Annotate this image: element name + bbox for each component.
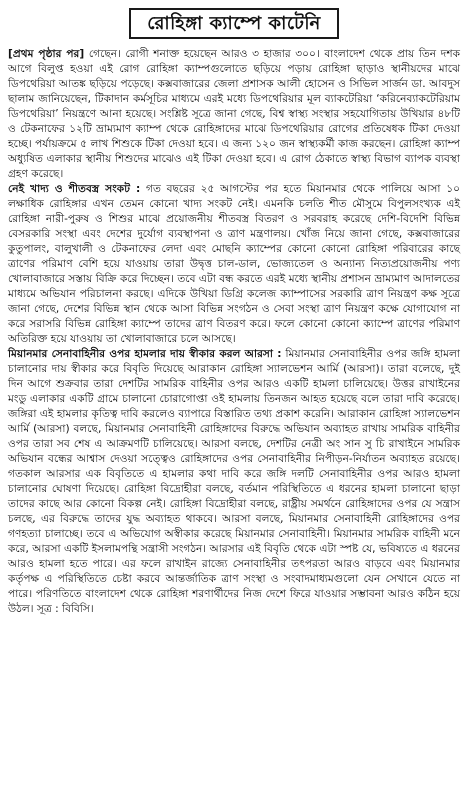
paragraph-text: মিয়ানমার সেনাবাহিনীর ওপর জঙ্গি হামলা চালানোর দায় স্বীকার করে বিবৃতি দিয়েছে আরাকান রোহিঙ্গা স্যালভেশন আর্মি (আরসা)। তারা বলেছে, দুই দিন আগে শুক্রবার তারা দেশটির সামরিক বাহিনীর ওপর আরও একটি হামলা চালিয়েছে। উত্তর রাখাইনের মংডু এলাকার একটি গ্রামে চালানো চোরাগোপ্তা ওই হামলায় তিনজন আহত হয়েছে বলে তারা দাবি করেছে। জঙ্গিরা এই হামলার কৃতিত্ব দাবি করলেও ব্যাপারে বিস্তারিত তথ্য প্রকাশ করেনি। আরাকান রোহিঙ্গা স্যালভেশন আর্মি (আরসা) বলছে, মিয়ানমার সেনাবাহিনী রোহিঙ্গাদের বিরুদ্ধে অভিযান অব্যাহত রাখায় সামরিক বাহিনীর ওপর তারা সব শেষ এ আক্রমণটি চালিয়েছে। আরসা বলছে, দেশটির নেত্রী অং সান সু চি রাখাইনে সামরিক অভিযান বন্ধের আশ্বাস দেওয়া সত্ত্বেও রোহিঙ্গাদের ওপর সেনাবাহিনীর নিপীড়ন-নির্যাতন অব্যাহত রয়েছে। গতকাল আরসার এক বিবৃতিতে এ হামলার কথা দাবি করে জঙ্গি দলটি সেনাবাহিনীর ওপর আরও হামলা চালানোর ঘোষণা দিয়েছে। রোহিঙ্গা বিদ্রোহীরা বলছে, বর্তমান পরিস্থিতিতে এ ধরনের হামলা চালানো ছাড়া তাদের কাছে আর কোনো বিকল্প নেই। রোহিঙ্গা বিদ্রোহীরা বলছে, রাষ্ট্রীয় সমর্থনে রোহিঙ্গাদের ওপর যে সন্ত্রাস চলছে, এর বিরুদ্ধে তাদের যুদ্ধ অব্যাহত থাকবে। আরসা বলছে, মিয়ানমার সেনাবাহিনী রোহিঙ্গাদের ওপর গণহত্যা চালাচ্ছে। তবে এ অভিযোগ অস্বীকার করেছে মিয়ানমার সেনাবাহিনী। মিয়ানমার সামরিক বাহিনী মনে করে, আরসা একটি ইসলামপন্থি সন্ত্রাসী সংগঠন। আরসার এই বিবৃতি থেকে এটা স্পষ্ট যে, ভবিষ্যতে এ ধরনের আরও হামলা হতে পারে। এর ফলে রাখাইন রাজ্যে সেনাবাহিনীর তৎপরতা আরও বাড়বে এবং মিয়ানমার কর্তৃপক্ষ এ পরিস্থিতিতে চেষ্টা করবে আন্তর্জাতিক ত্রাণ সংস্থা ও সংবাদমাধ্যমগুলো যেন সেখানে যেতে না পারে। পরিণতিতে বাংলাদেশ থেকে রোহিঙ্গা শরণার্থীদের নিজ দেশে ফিরে যাওয়ার সম্ভাবনা আরও কঠিন হয়ে উঠল। সূত্র : বিবিসি। [8,348,460,615]
subheading-food-winter: নেই খাদ্য ও শীতবস্ত্র সংকট : [8,183,141,195]
subheading-arsa: মিয়ানমার সেনাবাহিনীর ওপর হামলার দায় স্বীকার করল আরসা : [8,348,282,360]
paragraph-text: গত বছরের ২৫ আগস্টের পর হতে মিয়ানমার থেকে পালিয়ে আসা ১০ লক্ষাধিক রোহিঙ্গার এখন তেমন কোনো খাদ্য সংকট নেই। এমনকি চলতি শীত মৌসুমে বিপুলসংখ্যক এই রোহিঙ্গা নারী-পুরুষ ও শিশুর মাঝে প্রয়োজনীয় শীতবস্ত্র বিতরণ ও সরবরাহ করেছে দেশি-বিদেশি বিভিন্ন বেসরকারি সংস্থা এবং দেশের দুর্যোগ ব্যবস্থাপনা ও ত্রাণ মন্ত্রণালয়। খোঁজ নিয়ে জানা গেছে, কক্সবাজারের কুতুপালং, বালুখালী ও টেকনাফের লেদা এবং মোছনি ক্যাম্পের কোনো কোনো রোহিঙ্গা পরিবারের কাছে ত্রাণের পরিমাণ বেশি হয়ে যাওয়ায় তারা উদ্বৃত্ত চাল-ডাল, ভোজ্যতেল ও অন্যান্য নিত্যপ্রয়োজনীয় পণ্য খোলাবাজারে সস্তায় বিক্রি করে দিচ্ছেন। তবে এটা বন্ধ করতে এরই মধ্যে স্থানীয় প্রশাসন ভ্রাম্যমাণ আদালতের মাধ্যমে অভিযান পরিচালনা করছে। এদিকে উখিয়া ডিগ্রি কলেজ ক্যাম্পাসের সরকারি ত্রাণ নিয়ন্ত্রণ কক্ষ সূত্রে জানা গেছে, দেশের বিভিন্ন স্থান থেকে আসা বিভিন্ন সংগঠন ও সেবা সংস্থা ত্রাণ নিয়ন্ত্রণ কক্ষে যোগাযোগ না করে সরাসরি বিভিন্ন রোহিঙ্গা ক্যাম্পে তাদের ত্রাণ বিতরণ করে। ফলে কোনো কোনো ক্যাম্পে ত্রাণের পরিমাণ অতিরিক্ত হয়ে যাওয়ায় তা খোলাবাজারে চলে আসছে। [8,183,460,345]
headline-container [8,8,460,39]
continued-from-tag: [প্রথম পৃষ্ঠার পর] [8,48,85,60]
headline: রোহিঙ্গা ক্যাম্পে কাটেনি [129,8,339,39]
paragraph-arsa [8,347,460,617]
paragraph-food-winter [8,182,460,347]
article-body [8,47,460,617]
paragraph-continuation [8,47,460,182]
paragraph-text: গেছেন। রোগী শনাক্ত হয়েছেন আরও ৩ হাজার ৩০০। বাংলাদেশ থেকে প্রায় তিন দশক আগে বিলুপ্ত হওয়া এই রোগ রোহিঙ্গা ক্যাম্পগুলোতে ছড়িয়ে পড়ায় রোহিঙ্গা ছাড়াও স্থানীয়দের মাঝে ডিপথেরিয়া আতঙ্ক ছড়িয়ে পড়েছে। কক্সবাজারের জেলা প্রশাসক আলী হোসেন ও সিভিল সার্জন ডা. আবদুস ছালাম জানিয়েছেন, টিকাদান কর্মসূচির মাধ্যমে এরই মধ্যে ডিপথেরিয়ার মূল ব্যাকটেরিয়া ‘করিনেব্যাকটেরিয়াম ডিপথেরিয়া’ নিয়ন্ত্রণে আনা হয়েছে। সংশ্লিষ্ট সূত্রে জানা গেছে, বিশ্ব স্বাস্থ্য সংস্থার সহযোগিতায় উখিয়ার ৪৮টি ও টেকনাফের ১২টি ভ্রাম্যমাণ ক্যাম্প থেকে রোহিঙ্গাদের মাঝে ডিপথেরিয়ার রোগের প্রতিষেধক টিকা দেওয়া হচ্ছে। পর্যায়ক্রমে ৫ লাখ শিশুকে টিকা দেওয়া হবে। এ জন্য ১২০ জন স্বাস্থ্যকর্মী কাজ করছেন। রোহিঙ্গা ক্যাম্প অধ্যুষিত এলাকার স্থানীয় শিশুদের মাঝেও এই টিকা দেওয়া হবে। এ রোগ ঠেকাতে স্বাস্থ্য বিভাগ ব্যাপক ব্যবস্থা গ্রহণ করেছে। [8,48,460,180]
